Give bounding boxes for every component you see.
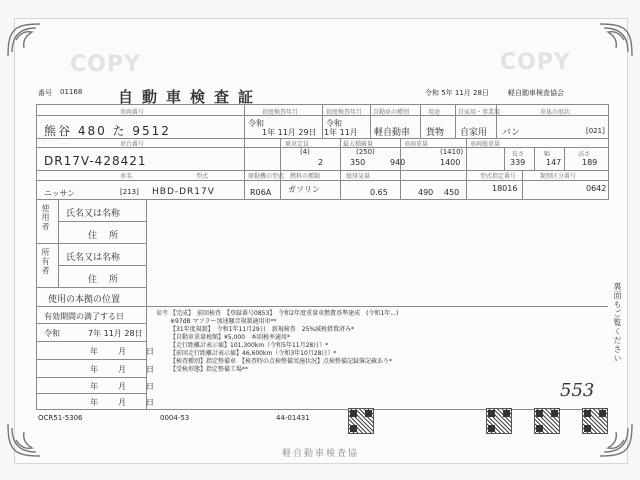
remarks-label: 備考 (156, 310, 169, 317)
chassis-number: DR17V-428421 (44, 154, 147, 168)
qr-code-icon (582, 408, 608, 434)
weight-value: 940 (390, 158, 406, 167)
remarks-line: 【完成】 前回検査 【登録番号0853】 令和2年度重量車燃費基準達成 (令和1年...) (170, 310, 399, 317)
vehicle-model: HBD-DR17V (152, 187, 215, 197)
copy-watermark: COPY (70, 52, 141, 77)
owner-address-label: 住所 (88, 275, 131, 285)
grid-line (36, 306, 608, 307)
grid-line (146, 199, 147, 409)
displacement-value: 0.65 (370, 188, 388, 197)
date-row: 年 月 日 (90, 365, 160, 374)
date-row: 年 月 日 (90, 398, 160, 407)
grid-line (36, 377, 146, 378)
grid-line (534, 147, 535, 170)
serial-number: 0004-53 (160, 414, 190, 422)
remarks-line: 【検査種別】指定整備車 【検査時の点検整備実施状況】点検整備記録簿記載あり* (170, 358, 393, 365)
grid-line (466, 138, 467, 200)
grid-line (36, 393, 146, 394)
issuer-stamp: 軽自動車検査協 (282, 449, 360, 459)
grid-line (455, 104, 456, 138)
remarks-line: 【走行距離計表示値】101,300km（令和5年11月28日）* (170, 342, 329, 349)
date-row: 年 月 日 (90, 382, 160, 391)
document-title: 自動車検査証 (118, 88, 263, 106)
qr-code-icon (486, 408, 512, 434)
weight-label: 車両重量 (404, 141, 429, 148)
maker-name: ニッサン (44, 189, 76, 198)
user-name-label: 氏名又は名称 (66, 209, 121, 219)
grid-line (36, 287, 146, 288)
vehicle-body: バン (502, 128, 521, 138)
height-label: 高さ (578, 151, 591, 158)
grid-line (36, 359, 146, 360)
grid-line (370, 104, 371, 138)
grid-line (280, 138, 281, 200)
owner-section-label: 所有者 (41, 248, 50, 275)
name-label: 車名 (120, 173, 133, 180)
side-note: 裏面もご覧ください (613, 282, 622, 363)
body-code: [021] (586, 127, 605, 135)
first-reg2-label: 初度検査年月 (326, 109, 363, 116)
grid-line (244, 104, 245, 200)
capacity-top: (4) (300, 148, 310, 156)
class-no-value: 0642 (586, 184, 607, 193)
length-label: 長さ (512, 151, 525, 158)
expiry-era: 令和 (44, 329, 60, 338)
chassis-label: 車台番号 (120, 141, 145, 148)
capacity-label: 乗車定員 (285, 141, 310, 148)
grid-line (522, 170, 523, 200)
ornament-corner-icon (4, 420, 44, 460)
expiry-label: 有効期間の満了する日 (44, 312, 124, 321)
grid-line (58, 221, 146, 222)
grid-line (58, 265, 146, 266)
grid-line (608, 104, 609, 200)
copy-watermark: COPY (500, 50, 571, 75)
grid-line (322, 104, 323, 138)
qr-code-icon (534, 408, 560, 434)
first-reg-label: 初度検査年月 (262, 109, 299, 116)
grid-line (36, 199, 146, 200)
grid-line (36, 243, 146, 244)
grid-line (340, 138, 341, 200)
expiry-date: 7年 11月 28日 (88, 329, 143, 338)
axle-ff-value: 490 (418, 188, 434, 197)
grid-line (400, 138, 401, 200)
owner-name-label: 氏名又は名称 (66, 253, 121, 263)
max-load-label: 最大積載量 (343, 141, 374, 148)
number-label: 番号 (38, 89, 52, 97)
width-value: 147 (546, 158, 562, 167)
first-reg2-era: 令和 (326, 119, 342, 128)
class-no-label: 類別区分番号 (540, 173, 577, 180)
grid-line (36, 104, 37, 200)
issuer-name: 軽自動車検査協会 (508, 89, 564, 97)
date-row: 年 月 日 (90, 347, 160, 356)
displacement-label: 総排気量 (346, 173, 371, 180)
height-value: 189 (582, 158, 598, 167)
vehicle-kind: 軽自動車 (374, 128, 411, 138)
type-id-label: 型式指定番号 (480, 173, 517, 180)
engine-model: R06A (250, 188, 272, 197)
grid-line (36, 323, 146, 324)
usage-label: 自家用・事業用 (458, 109, 501, 116)
remarks-line: ※97dB マフラー加速騒音規制適用車** (170, 318, 277, 325)
handwritten-number: 553 (560, 380, 595, 401)
maker-code: [213] (120, 188, 139, 196)
remarks-line: 【自動車重量税額】¥5,000 本則税率適用* (170, 334, 290, 341)
grid-line (36, 409, 608, 410)
registration-number: 熊谷 480 た 9512 (44, 124, 171, 138)
form-code: OCR51-5306 (38, 414, 83, 422)
gross-top: (1410) (440, 148, 464, 156)
use-label: 用途 (428, 109, 441, 116)
fuel-label: 燃料の種類 (290, 173, 321, 180)
remarks-line: 【31年度規制】 令和1年11月29日 新規検査 25%減税措置済み* (170, 326, 355, 333)
grid-line (504, 147, 505, 170)
reg-no-label: 車両番号 (120, 109, 145, 116)
engine-label: 原動機の型式 (248, 173, 285, 180)
first-reg2-date: 1年 11月 (324, 128, 358, 137)
model-label: 型式 (196, 173, 209, 180)
issue-date: 令和 5年 11月 28日 (425, 89, 489, 97)
type-id-value: 18016 (492, 184, 518, 193)
axle-rr-value: 450 (444, 188, 460, 197)
gross-label: 車両総重量 (470, 141, 501, 148)
remarks-line: 【受検形態】指定整備工場** (170, 366, 249, 373)
user-address-label: 住所 (88, 231, 131, 241)
first-reg-era: 令和 (248, 119, 264, 128)
grid-line (36, 341, 146, 342)
max-load-top: (250) (356, 148, 375, 156)
qr-code-icon (348, 408, 374, 434)
gross-value: 1400 (440, 158, 461, 167)
body-label: 車体の形状 (540, 109, 571, 116)
fuel-type: ガソリン (288, 185, 320, 194)
document-number: 01168 (60, 88, 83, 96)
ornament-corner-icon (4, 20, 44, 60)
ornament-corner-icon (596, 20, 636, 60)
width-label: 幅 (544, 151, 551, 158)
max-load-value: 350 (350, 158, 366, 167)
capacity-value: 2 (318, 158, 324, 167)
vehicle-use: 貨物 (426, 128, 445, 138)
vehicle-usage: 自家用 (460, 128, 488, 138)
length-value: 339 (510, 158, 526, 167)
grid-line (420, 104, 421, 138)
grid-line (564, 147, 565, 170)
remarks-line: 【前回走行距離計表示値】46,600km（令和3年10月28日）* (170, 350, 337, 357)
kind-label: 自動車の種別 (373, 109, 410, 116)
second-code: 44-01431 (276, 414, 310, 422)
user-section-label: 使用者 (41, 204, 50, 231)
first-reg-date: 1年 11月 29日 (262, 128, 317, 137)
base-location-label: 使用の本拠の位置 (48, 295, 121, 305)
